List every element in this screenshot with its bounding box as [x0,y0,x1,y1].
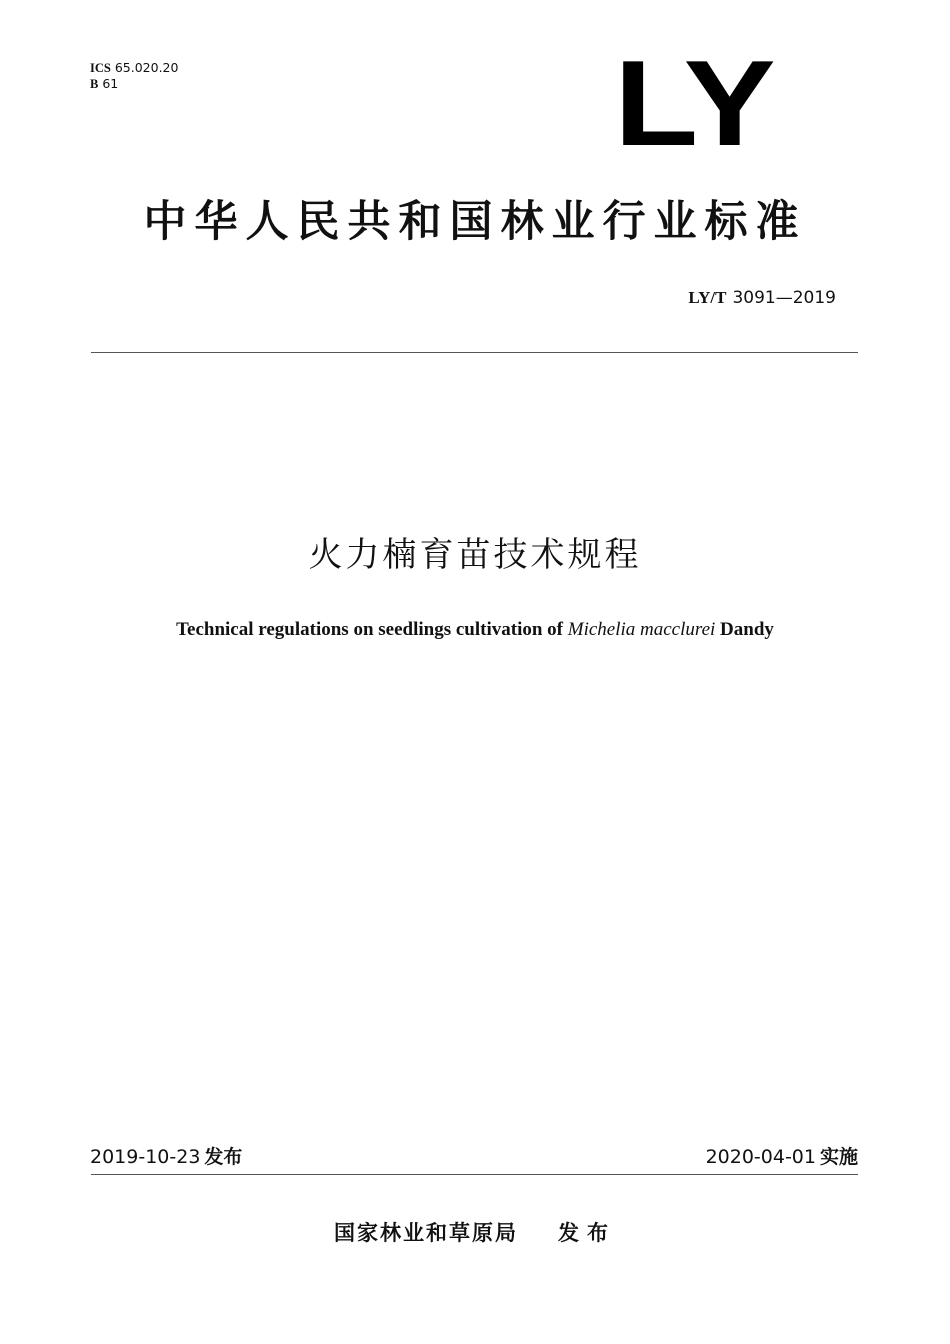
issue-date-label: 发布 [204,1146,243,1168]
standard-code [688,287,836,309]
document-title-cn: 火力楠育苗技术规程 [308,535,642,575]
header-divider [91,352,858,353]
issue-date [90,1144,242,1170]
standard-name: 中华人民共和国林业行业标准 [143,197,807,247]
standard-code-number: 3091—2019 [732,288,836,308]
title-en-after: Dandy [715,619,774,640]
implement-date [706,1144,858,1170]
issue-date-value: 2019-10-23 [90,1146,201,1168]
issuer-organization: 国家林业和草原局 [334,1221,518,1245]
title-en-latin: Michelia macclurei [567,619,716,640]
document-title-en [0,617,950,643]
issuer-action: 发布 [558,1221,616,1245]
implement-date-label: 实施 [819,1146,858,1168]
ics-line [90,60,178,76]
implement-date-value: 2020-04-01 [705,1146,816,1168]
footer-divider [91,1174,858,1175]
ly-logo: LY [614,35,774,172]
title-en-before: Technical regulations on seedlings cultivation of [176,619,568,640]
ics-value: 65.020.20 [114,60,179,75]
ccs-line [90,76,178,92]
ics-label: ICS [90,61,111,75]
classification-block [90,60,178,92]
issuer-line [0,1218,950,1248]
ccs-label: B [90,77,99,91]
standard-code-prefix: LY/T [688,288,727,307]
ccs-value: 61 [102,76,119,91]
